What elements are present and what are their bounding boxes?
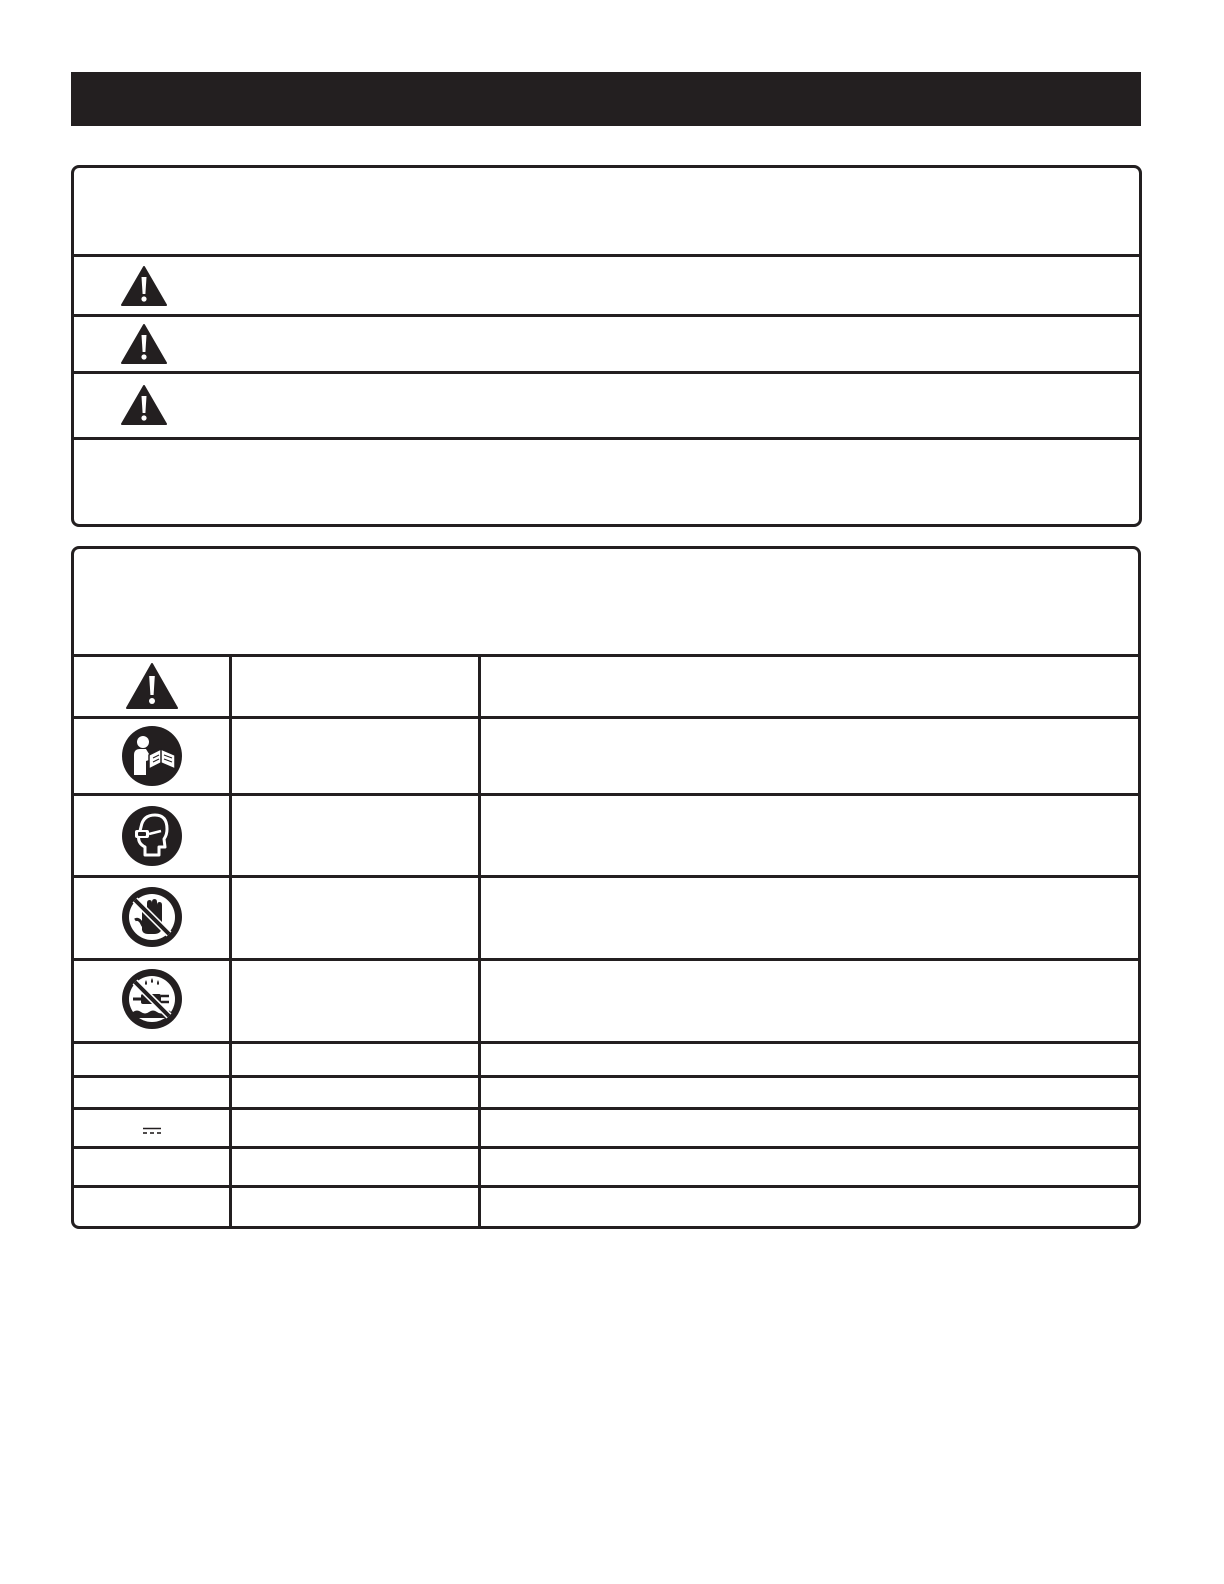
column-divider (229, 654, 232, 1226)
divider (74, 654, 1138, 657)
divider (74, 716, 1138, 719)
divider (74, 793, 1138, 796)
symbols-table-box (71, 546, 1141, 1229)
divider (74, 1041, 1138, 1044)
divider (74, 1107, 1138, 1110)
column-divider (478, 654, 481, 1226)
divider (74, 437, 1139, 440)
divider (74, 958, 1138, 961)
warning-triangle-icon (125, 662, 179, 710)
no-wet-conditions-icon (121, 968, 183, 1030)
divider (74, 1075, 1138, 1078)
divider (74, 1146, 1138, 1149)
read-manual-icon (121, 725, 183, 787)
no-hands-icon (121, 886, 183, 948)
section-header-bar (71, 72, 1141, 126)
signal-row-warning (74, 317, 1139, 371)
warning-triangle-icon (120, 265, 168, 307)
direct-current-icon (143, 1127, 161, 1135)
signal-row-caution (74, 374, 1139, 437)
divider (74, 875, 1138, 878)
warning-triangle-icon (120, 384, 168, 426)
warning-triangle-icon (120, 323, 168, 365)
signal-row-danger (74, 257, 1139, 314)
eye-protection-icon (121, 805, 183, 867)
divider (74, 1185, 1138, 1188)
signal-words-box (71, 165, 1142, 527)
